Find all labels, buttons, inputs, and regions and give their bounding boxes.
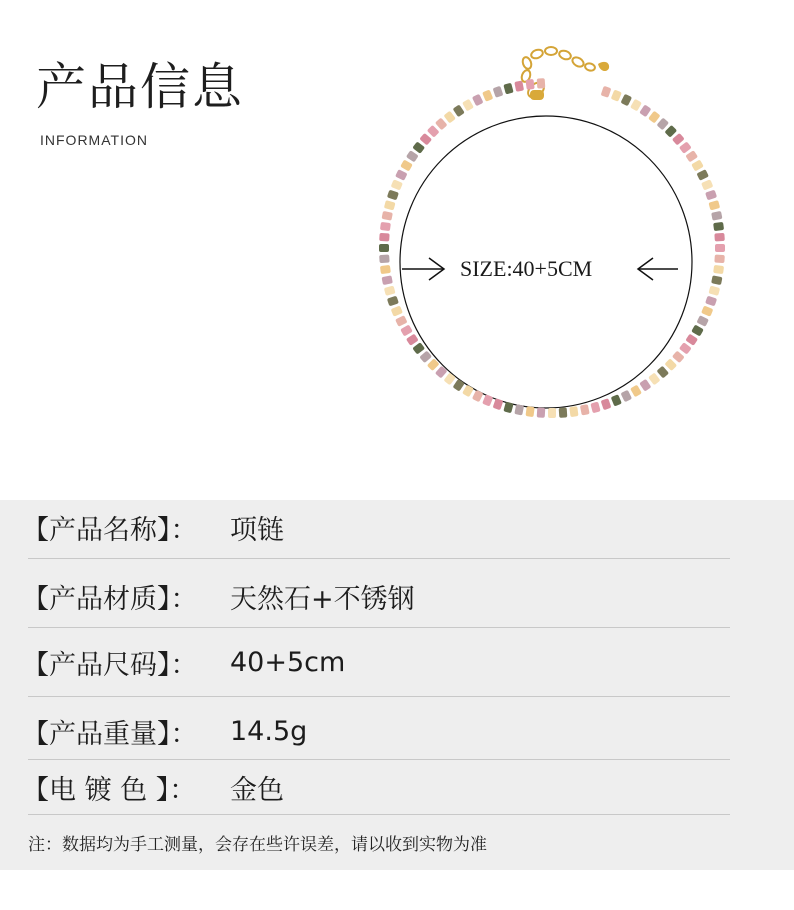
necklace-bead (453, 379, 465, 392)
necklace-bead (537, 407, 546, 418)
necklace-bead (639, 104, 651, 117)
necklace-bead (639, 379, 651, 392)
necklace-bead (711, 275, 722, 285)
spec-row-name (22, 506, 732, 548)
necklace-bead (453, 104, 465, 117)
necklace-bead (648, 372, 660, 385)
spec-label: 【产品名称】： (22, 514, 198, 546)
necklace-bead (620, 94, 632, 107)
necklace-bead (400, 325, 413, 337)
necklace-bead (387, 190, 399, 201)
necklace-bead (685, 150, 698, 162)
row-divider (28, 627, 730, 628)
necklace-bead (391, 179, 403, 190)
necklace-bead (701, 305, 713, 316)
necklace-bead (525, 406, 534, 417)
spec-label: 【电 镀 色 】： (22, 774, 197, 806)
necklace-bead (621, 390, 633, 403)
necklace-bead (493, 398, 504, 410)
necklace-bead (514, 81, 524, 92)
measurement-note: 注：数据均为手工测量，会存在些许误差，请以收到实物为准 (28, 835, 487, 855)
spec-label: 【产品材质】： (22, 583, 198, 615)
necklace-bead (379, 244, 389, 252)
necklace-bead (679, 141, 692, 153)
necklace-bead (664, 125, 677, 138)
spec-row-weight (22, 710, 732, 752)
necklace-bead (419, 133, 432, 146)
necklace-bead (701, 179, 713, 190)
necklace-bead (656, 118, 669, 131)
necklace-bead (406, 334, 419, 346)
necklace-bead (525, 79, 534, 90)
necklace-bead (435, 118, 448, 131)
necklace-bead (569, 406, 578, 417)
necklace-bead (379, 233, 390, 242)
necklace-image (370, 40, 740, 440)
necklace-bead (630, 99, 642, 112)
necklace-bead (380, 265, 391, 274)
necklace-bead (656, 366, 669, 379)
necklace-bead (391, 305, 403, 316)
necklace-bead (559, 407, 568, 417)
necklace-bead (705, 190, 717, 201)
necklace-bead (462, 385, 474, 398)
necklace-bead (713, 265, 724, 274)
necklace-bead (462, 99, 474, 112)
necklace-bead (384, 200, 396, 210)
necklace-bead (443, 111, 455, 124)
necklace-beads (379, 78, 725, 418)
spec-label: 【产品尺码】： (22, 649, 198, 681)
spec-value: 项链 (230, 514, 284, 546)
necklace-bead (696, 169, 709, 181)
necklace-bead (714, 233, 724, 242)
necklace-bead (708, 200, 720, 210)
necklace-bead (382, 211, 393, 221)
necklace-bead (548, 408, 556, 418)
necklace-bead (379, 254, 389, 263)
necklace-lobster-clasp (530, 90, 544, 100)
necklace-bead (400, 160, 413, 172)
necklace-bead (691, 325, 704, 337)
spec-label: 【产品重量】： (22, 718, 198, 750)
necklace-bead (514, 404, 524, 415)
necklace-bead (412, 342, 425, 354)
necklace-bead (601, 86, 612, 98)
row-divider (28, 814, 730, 815)
necklace-bead (472, 390, 484, 403)
necklace-bead (503, 402, 513, 414)
necklace-bead (395, 169, 408, 181)
necklace-bead (601, 398, 612, 410)
necklace-bead (443, 372, 455, 385)
necklace-bead (395, 315, 408, 327)
necklace-bead (380, 222, 391, 231)
spec-value: 14.5g (230, 715, 308, 747)
necklace-bead (672, 350, 685, 363)
necklace-bead (537, 78, 546, 88)
spec-row-material (22, 575, 732, 617)
necklace-bead (715, 244, 725, 252)
necklace-bead (406, 150, 419, 162)
spec-value: 金色 (230, 774, 284, 806)
necklace-bead (679, 342, 692, 354)
necklace-bead (493, 86, 504, 98)
necklace-bead (590, 402, 600, 414)
necklace-bead (696, 315, 709, 327)
necklace-drop-charm (598, 62, 609, 71)
size-label: SIZE:40+5CM (460, 256, 593, 281)
spec-row-size (22, 641, 732, 683)
necklace-bead (691, 160, 704, 172)
necklace-bead (705, 296, 717, 307)
page-subtitle: INFORMATION (40, 132, 148, 148)
necklace-bead (714, 254, 725, 263)
necklace-bead (482, 89, 493, 101)
row-divider (28, 696, 730, 697)
page-title: 产品信息 (36, 58, 244, 116)
necklace-bead (708, 286, 720, 296)
necklace-bead (648, 111, 660, 124)
necklace-bead (580, 404, 590, 415)
necklace-bead (630, 385, 642, 398)
spec-value: 40+5cm (230, 646, 346, 678)
spec-value: 天然石+不锈钢 (230, 583, 415, 615)
necklace-bead (419, 350, 432, 363)
necklace-bead (503, 83, 513, 95)
necklace-bead (664, 358, 677, 371)
row-divider (28, 558, 730, 559)
necklace-bead (384, 286, 396, 296)
necklace-bead (412, 141, 425, 153)
necklace-bead (387, 296, 399, 307)
necklace-bead (672, 133, 685, 146)
necklace-bead (685, 334, 698, 346)
necklace-bead (713, 222, 724, 231)
necklace-bead (482, 394, 493, 406)
spec-row-plating-color (22, 766, 732, 808)
necklace-bead (611, 89, 622, 101)
necklace-bead (427, 125, 440, 138)
necklace-bead (382, 275, 393, 285)
necklace-bead (611, 394, 622, 406)
row-divider (28, 759, 730, 760)
necklace-bead (472, 94, 484, 107)
necklace-bead (711, 211, 722, 221)
